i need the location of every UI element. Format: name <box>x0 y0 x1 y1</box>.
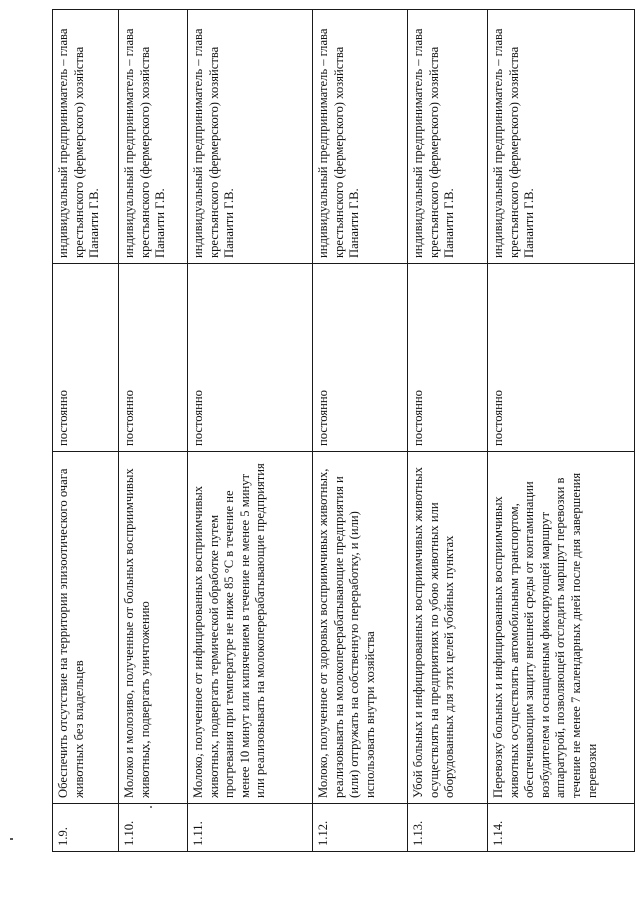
term-cell: постоянно <box>408 264 488 452</box>
measures-table <box>52 9 635 852</box>
measure-cell: Перевозку больных и инфицированных восприимчивых животных осуществлять автомобильным транспортом, обеспечивающим защиту внешней среды от контаминации возбудителем и оснащенным фиксирующей маршрут аппаратурой, позволяющей отследить маршрут перевозки в течение не менее 7 календарных дней после дня завершения перевозки <box>488 452 635 804</box>
table-row <box>488 10 635 852</box>
row-number: 1.12. <box>313 804 408 852</box>
responsible-cell: индивидуальный предприниматель – глава крестьянского (фермерского) хозяйства Панаити Г.В. <box>188 10 313 264</box>
row-number: 1.9. <box>53 804 119 852</box>
rotated-table-container <box>52 10 599 852</box>
responsible-cell: индивидуальный предприниматель – глава крестьянского (фермерского) хозяйства Панаити Г.В. <box>488 10 635 264</box>
measure-cell: Молоко и молозиво, полученные от больных восприимчивых животных, подвергать уничтожению <box>119 452 188 804</box>
term-cell: постоянно <box>488 264 635 452</box>
measure-cell: Молоко, полученное от инфицированных восприимчивых животных, подвергать термической обработке путем прогревания при температуре не ниже 85 °С в течение не менее 10 минут или кипячением в течение не менее 5 минут или реализовывать на молокоперерабатывающие предприятия <box>188 452 313 804</box>
table-row <box>119 10 188 852</box>
table-row <box>188 10 313 852</box>
row-number: 1.10. <box>119 804 188 852</box>
table-row <box>53 10 119 852</box>
responsible-cell: индивидуальный предприниматель – глава крестьянского (фермерского) хозяйства Панаити Г.В. <box>313 10 408 264</box>
row-number: 1.14. <box>488 804 635 852</box>
responsible-cell: индивидуальный предприниматель – глава крестьянского (фермерского) хозяйства Панаити Г.В. <box>408 10 488 264</box>
measure-cell: Обеспечить отсутствие на территории эпизоотического очага животных без владельцев <box>53 452 119 804</box>
term-cell: постоянно <box>313 264 408 452</box>
term-cell: постоянно <box>119 264 188 452</box>
table-row <box>313 10 408 852</box>
term-cell: постоянно <box>53 264 119 452</box>
term-cell: постоянно <box>188 264 313 452</box>
measure-cell: Убой больных и инфицированных восприимчивых животных осуществлять на предприятиях по убою животных или оборудованных для этих целей убойных пунктах <box>408 452 488 804</box>
speck-1 <box>10 838 13 840</box>
responsible-cell: индивидуальный предприниматель – глава крестьянского (фермерского) хозяйства Панаити Г.В. <box>119 10 188 264</box>
responsible-cell: индивидуальный предприниматель – глава крестьянского (фермерского) хозяйства Панаити Г.В. <box>53 10 119 264</box>
table-row <box>408 10 488 852</box>
measure-cell: Молоко, полученное от здоровых восприимчивых животных, реализовывать на молокоперерабатывающие предприятия и (или) отгружать на собственную переработку, и (или) использовать внутри хозяйства <box>313 452 408 804</box>
row-number: 1.13. <box>408 804 488 852</box>
row-number: 1.11. <box>188 804 313 852</box>
